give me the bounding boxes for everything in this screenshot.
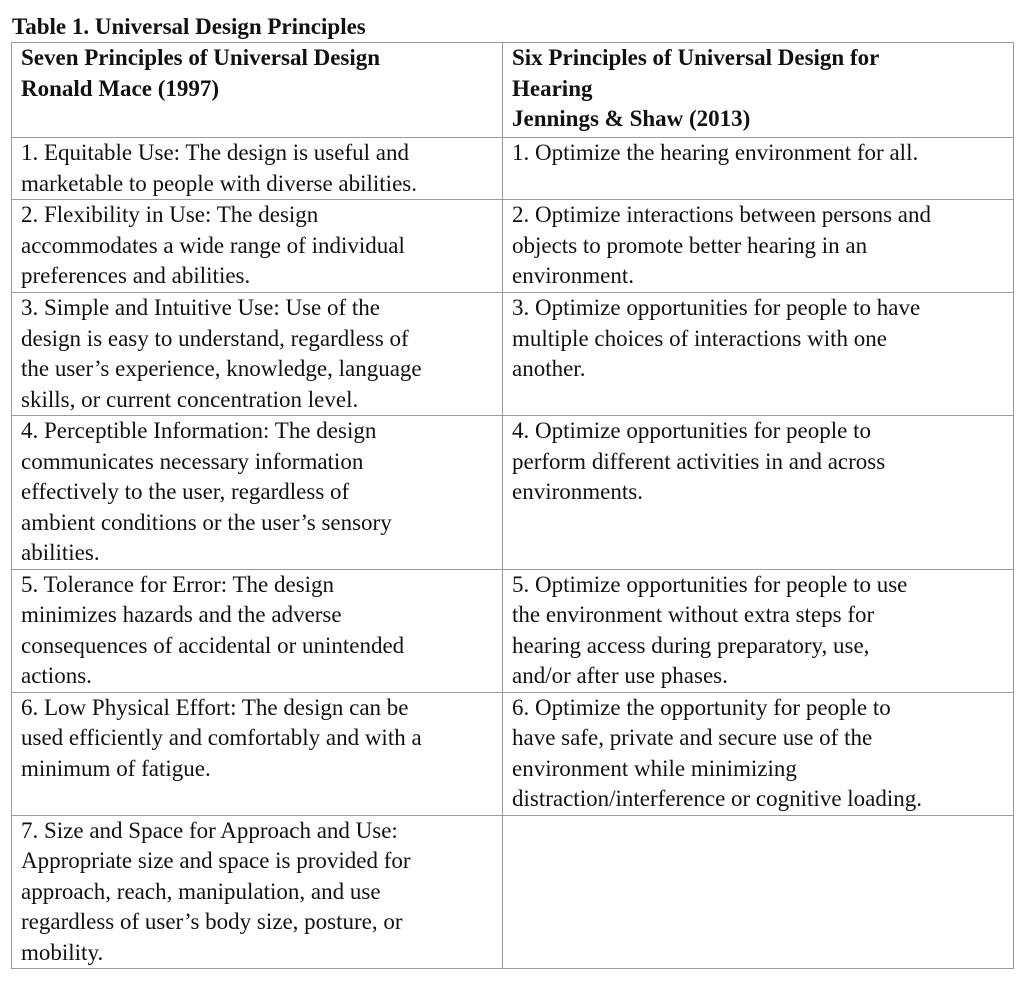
principle-cell-hearing (503, 293, 1014, 416)
cell-line: 5. Tolerance for Error: The design (21, 571, 335, 597)
cell-line: minimum of fatigue. (21, 755, 211, 781)
cell-line: skills, or current concentration level. (21, 386, 359, 412)
cell-line: the environment without extra steps for (512, 602, 875, 627)
cell-line: design is easy to understand, regardless of (21, 325, 409, 351)
header-line: Six Principles of Universal Design for (512, 45, 880, 70)
cell-line: regardless of user’s body size, posture, or (21, 909, 403, 934)
cell-line: 2. Flexibility in Use: The design (21, 202, 319, 227)
principle-cell-hearing (503, 200, 1014, 293)
table-row (12, 416, 1014, 570)
cell-line: Appropriate size and space is provided for (21, 848, 411, 873)
cell-line: abilities. (21, 540, 100, 565)
principle-cell-mace (12, 815, 503, 969)
cell-line: minimizes hazards and the adverse (21, 602, 342, 627)
cell-line: another. (512, 356, 586, 381)
principle-cell-hearing (503, 138, 1014, 200)
table-row (12, 138, 1014, 200)
cell-line: objects to promote better hearing in an (512, 232, 868, 258)
header-line: Seven Principles of Universal Design (21, 45, 381, 70)
cell-line: 6. Optimize the opportunity for people to (512, 694, 891, 720)
cell-line: effectively to the user, regardless of (21, 479, 350, 504)
cell-line: 4. Perceptible Information: The design (21, 418, 377, 443)
cell-line: 3. Optimize opportunities for people to have (512, 295, 921, 320)
principles-table (11, 42, 1014, 969)
header-line: Ronald Mace (1997) (21, 75, 220, 101)
header-line: Jennings & Shaw (2013) (512, 106, 751, 131)
cell-line: and/or after use phases. (512, 663, 728, 688)
header-cell-mace (12, 43, 503, 138)
table-row (12, 569, 1014, 692)
cell-line: communicates necessary information (21, 448, 364, 474)
table-row (12, 815, 1014, 969)
table-caption: Table 1. Universal Design Principles (12, 14, 366, 39)
cell-line: environments. (512, 479, 643, 504)
cell-line: have safe, private and secure use of the (512, 725, 873, 750)
principle-cell-hearing (503, 569, 1014, 692)
cell-line: hearing access during preparatory, use, (512, 632, 870, 658)
cell-line: 7. Size and Space for Approach and Use: (21, 817, 398, 843)
cell-line: the user’s experience, knowledge, language (21, 356, 422, 381)
principle-cell-hearing (503, 692, 1014, 815)
table-header-row (12, 43, 1014, 138)
principle-cell-mace (12, 416, 503, 570)
principle-cell-mace (12, 138, 503, 200)
cell-line: 1. Equitable Use: The design is useful and (21, 140, 409, 165)
cell-line: 3. Simple and Intuitive Use: Use of the (21, 295, 380, 320)
cell-line: preferences and abilities. (21, 263, 251, 288)
principle-cell-mace (12, 569, 503, 692)
cell-line: distraction/interference or cognitive loading. (512, 786, 923, 811)
cell-line: multiple choices of interactions with one (512, 325, 887, 351)
principle-cell-mace (12, 692, 503, 815)
principle-cell-hearing (503, 416, 1014, 570)
cell-line: marketable to people with diverse abilities. (21, 170, 417, 196)
empty-cell (503, 815, 1014, 969)
cell-line: 5. Optimize opportunities for people to use (512, 571, 908, 597)
cell-line: used efficiently and comfortably and with a (21, 725, 422, 750)
header-line: Hearing (512, 75, 593, 101)
cell-line: 6. Low Physical Effort: The design can be (21, 694, 409, 720)
cell-line: 1. Optimize the hearing environment for all. (512, 140, 919, 165)
cell-line: approach, reach, manipulation, and use (21, 878, 381, 904)
cell-line: actions. (21, 663, 92, 688)
principle-cell-mace (12, 200, 503, 293)
principle-cell-mace (12, 293, 503, 416)
cell-line: ambient conditions or the user’s sensory (21, 509, 392, 535)
table-row (12, 200, 1014, 293)
cell-line: consequences of accidental or unintended (21, 632, 405, 658)
cell-line: environment while minimizing (512, 755, 797, 781)
cell-line: environment. (512, 263, 634, 288)
table-row (12, 692, 1014, 815)
cell-line: mobility. (21, 939, 104, 965)
cell-line: 2. Optimize interactions between persons and (512, 202, 931, 227)
cell-line: accommodates a wide range of individual (21, 232, 405, 258)
cell-line: 4. Optimize opportunities for people to (512, 418, 871, 443)
header-cell-jennings-shaw (503, 43, 1014, 138)
table-row (12, 293, 1014, 416)
cell-line: perform different activities in and across (512, 448, 886, 474)
